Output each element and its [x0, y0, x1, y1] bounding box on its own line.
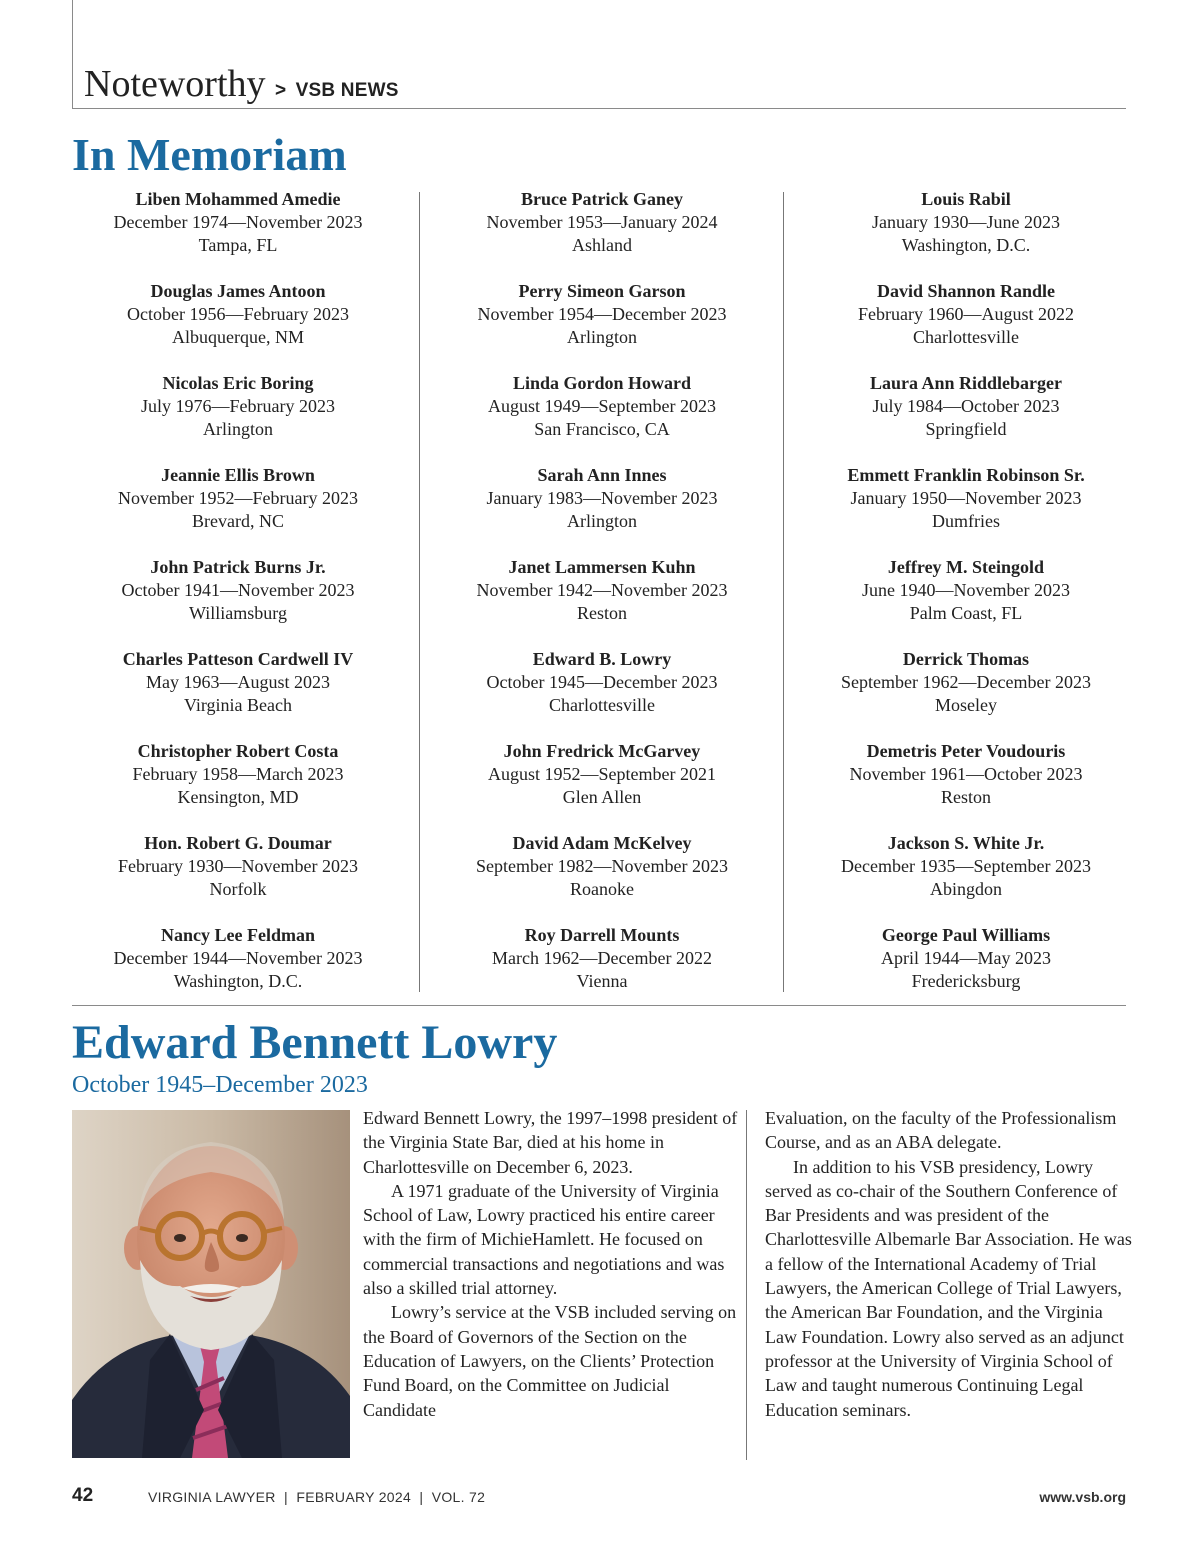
column-divider: [746, 1110, 747, 1460]
memoriam-dates: October 1956—February 2023: [127, 304, 349, 324]
memoriam-name: Bruce Patrick Ganey: [521, 189, 683, 209]
memoriam-name: Charles Patteson Cardwell IV: [122, 649, 354, 669]
memoriam-entry: [420, 648, 784, 740]
memoriam-place: Reston: [940, 787, 991, 807]
article-paragraph: Evaluation, on the faculty of the Professionalism Course, and as an ABA delegate.: [765, 1108, 1117, 1153]
memoriam-entry: [420, 740, 784, 832]
memoriam-dates: September 1962—December 2023: [841, 672, 1091, 692]
memoriam-title: In Memoriam: [72, 129, 347, 180]
memoriam-name: Nancy Lee Feldman: [161, 925, 315, 945]
memoriam-place: Brevard, NC: [192, 511, 284, 531]
article-paragraph: A 1971 graduate of the University of Virginia School of Law, Lowry practiced his entire career with the firm of MichieHamlett. He focused on commercial transactions and negotiations and was also a skilled trial attorney.: [363, 1180, 725, 1299]
memoriam-entry: [56, 648, 420, 740]
memoriam-place: Vienna: [576, 971, 628, 991]
memoriam-entry: [56, 280, 420, 372]
memoriam-dates: August 1952—September 2021: [488, 764, 716, 784]
header-rule: [72, 108, 1126, 109]
memoriam-name: David Adam McKelvey: [512, 833, 692, 853]
memoriam-name: Douglas James Antoon: [150, 281, 326, 301]
memoriam-place: Kensington, MD: [177, 787, 299, 807]
memoriam-entry: [56, 556, 420, 648]
memoriam-dates: May 1963—August 2023: [146, 672, 330, 692]
memoriam-name: Emmett Franklin Robinson Sr.: [847, 465, 1085, 485]
feature-title: Edward Bennett Lowry: [72, 1016, 558, 1069]
memoriam-place: Arlington: [203, 419, 273, 439]
memoriam-dates: April 1944—May 2023: [881, 948, 1051, 968]
memoriam-name: David Shannon Randle: [876, 281, 1056, 301]
memoriam-place: Charlottesville: [913, 327, 1019, 347]
memoriam-dates: December 1935—September 2023: [841, 856, 1091, 876]
memoriam-column: [56, 188, 420, 1016]
memoriam-entry: [420, 924, 784, 1016]
publication-info: VIRGINIA LAWYER | FEBRUARY 2024 | VOL. 72: [148, 1489, 486, 1505]
memoriam-place: Springfield: [925, 419, 1007, 439]
memoriam-place: Norfolk: [209, 879, 267, 899]
memoriam-place: Williamsburg: [189, 603, 287, 623]
section-subtitle: VSB NEWS: [295, 80, 399, 101]
memoriam-name: Roy Darrell Mounts: [524, 925, 680, 945]
memoriam-dates: October 1941—November 2023: [121, 580, 355, 600]
memoriam-dates: December 1974—November 2023: [113, 212, 363, 232]
memoriam-name: Sarah Ann Innes: [537, 465, 667, 485]
memoriam-dates: March 1962—December 2022: [492, 948, 712, 968]
memoriam-dates: November 1954—December 2023: [477, 304, 727, 324]
section-header: [84, 60, 399, 115]
memoriam-place: Charlottesville: [549, 695, 655, 715]
memoriam-dates: February 1960—August 2022: [858, 304, 1074, 324]
page-number: 42: [72, 1485, 94, 1506]
portrait-photo: [72, 1110, 350, 1458]
memoriam-name: Derrick Thomas: [902, 649, 1030, 669]
article-column-2: [765, 1106, 1135, 1422]
memoriam-name: Jackson S. White Jr.: [887, 833, 1045, 853]
memoriam-dates: January 1930—June 2023: [872, 212, 1060, 232]
memoriam-column: [784, 188, 1148, 1016]
memoriam-name: Perry Simeon Garson: [518, 281, 686, 301]
article-paragraph: Edward Bennett Lowry, the 1997–1998 president of the Virginia State Bar, died at his home in Charlottesville on December 6, 2023.: [363, 1108, 738, 1177]
memoriam-entry: [784, 832, 1148, 924]
memoriam-name: John Patrick Burns Jr.: [150, 557, 326, 577]
memoriam-name: Liben Mohammed Amedie: [135, 189, 341, 209]
memoriam-entry: [784, 924, 1148, 1016]
memoriam-list: [56, 188, 1148, 994]
memoriam-place: Virginia Beach: [183, 695, 293, 715]
article-paragraph: Lowry’s service at the VSB included serving on the Board of Governors of the Section on the Education of Lawyers, on the Clients’ Protection Fund Board, on the Committee on Judicial Candidate: [363, 1302, 737, 1420]
memoriam-column: [420, 188, 784, 1016]
header-vertical-rule: [72, 0, 73, 108]
memoriam-entry: [56, 188, 420, 280]
memoriam-dates: November 1961—October 2023: [849, 764, 1083, 784]
memoriam-entry: [420, 280, 784, 372]
memoriam-entry: [56, 372, 420, 464]
memoriam-place: Albuquerque, NM: [172, 327, 304, 347]
memoriam-place: Dumfries: [932, 511, 1000, 531]
memoriam-dates: July 1976—February 2023: [141, 396, 335, 416]
memoriam-name: Linda Gordon Howard: [512, 373, 692, 393]
memoriam-entry: [420, 832, 784, 924]
memoriam-name: Laura Ann Riddlebarger: [869, 373, 1063, 393]
memoriam-place: Tampa, FL: [198, 235, 278, 255]
memoriam-name: George Paul Williams: [881, 925, 1051, 945]
memoriam-entry: [784, 556, 1148, 648]
memoriam-place: Palm Coast, FL: [909, 603, 1023, 623]
memoriam-entry: [420, 556, 784, 648]
memoriam-entry: [420, 188, 784, 280]
memoriam-name: Louis Rabil: [921, 189, 1011, 209]
article-column-1: [363, 1106, 738, 1422]
feature-dates: October 1945–December 2023: [72, 1072, 368, 1098]
memoriam-name: John Fredrick McGarvey: [503, 741, 701, 761]
memoriam-name: Hon. Robert G. Doumar: [144, 833, 332, 853]
memoriam-name: Christopher Robert Costa: [137, 741, 339, 761]
memoriam-place: Washington, D.C.: [173, 971, 303, 991]
memoriam-place: Abingdon: [930, 879, 1002, 899]
website-link[interactable]: www.vsb.org: [1039, 1489, 1126, 1505]
memoriam-entry: [420, 372, 784, 464]
memoriam-name: Nicolas Eric Boring: [162, 373, 314, 393]
memoriam-entry: [56, 464, 420, 556]
memoriam-entry: [420, 464, 784, 556]
article-paragraph: In addition to his VSB presidency, Lowry served as co-chair of the Southern Conference of Bar Presidents and was president of the Charlottesville Albemarle Bar Association. He was a fellow of the International Academy of Trial Lawyers, the American College of Trial Lawyers, the American Bar Foundation, and the Virginia Law Foundation. Lowry also served as an adjunct professor at the University of Virginia School of Law and taught numerous Continuing Legal Education seminars.: [765, 1156, 1132, 1420]
memoriam-dates: December 1944—November 2023: [113, 948, 363, 968]
section-name: Noteworthy: [84, 63, 266, 105]
memoriam-entry: [56, 740, 420, 832]
memoriam-dates: November 1953—January 2024: [486, 212, 718, 232]
memoriam-entry: [784, 188, 1148, 280]
section-separator: >: [275, 80, 287, 101]
memoriam-entry: [784, 280, 1148, 372]
memoriam-name: Jeannie Ellis Brown: [161, 465, 315, 485]
memoriam-name: Edward B. Lowry: [532, 649, 672, 669]
memoriam-place: Washington, D.C.: [901, 235, 1031, 255]
memoriam-dates: October 1945—December 2023: [486, 672, 718, 692]
memoriam-dates: January 1950—November 2023: [850, 488, 1082, 508]
memoriam-place: Arlington: [567, 511, 637, 531]
memoriam-entry: [56, 832, 420, 924]
memoriam-name: Janet Lammersen Kuhn: [508, 557, 696, 577]
memoriam-entry: [784, 372, 1148, 464]
memoriam-place: Ashland: [572, 235, 632, 255]
memoriam-entry: [56, 924, 420, 1016]
memoriam-place: Fredericksburg: [911, 971, 1021, 991]
section-divider: [72, 1005, 1126, 1006]
memoriam-dates: November 1942—November 2023: [476, 580, 728, 600]
memoriam-dates: February 1930—November 2023: [118, 856, 358, 876]
memoriam-dates: September 1982—November 2023: [476, 856, 728, 876]
memoriam-entry: [784, 740, 1148, 832]
memoriam-dates: June 1940—November 2023: [862, 580, 1070, 600]
memoriam-place: Roanoke: [570, 879, 634, 899]
memoriam-entry: [784, 464, 1148, 556]
memoriam-place: Arlington: [567, 327, 637, 347]
memoriam-dates: November 1952—February 2023: [118, 488, 358, 508]
memoriam-entry: [784, 648, 1148, 740]
memoriam-name: Jeffrey M. Steingold: [887, 557, 1045, 577]
memoriam-dates: February 1958—March 2023: [132, 764, 344, 784]
memoriam-name: Demetris Peter Voudouris: [866, 741, 1066, 761]
memoriam-dates: January 1983—November 2023: [486, 488, 718, 508]
memoriam-place: Reston: [576, 603, 627, 623]
memoriam-place: San Francisco, CA: [534, 419, 670, 439]
memoriam-place: Glen Allen: [562, 787, 642, 807]
page-footer: [0, 1484, 1200, 1508]
portrait-illustration: [72, 1110, 350, 1458]
memoriam-place: Moseley: [935, 695, 997, 715]
memoriam-dates: July 1984—October 2023: [872, 396, 1060, 416]
memoriam-dates: August 1949—September 2023: [488, 396, 716, 416]
